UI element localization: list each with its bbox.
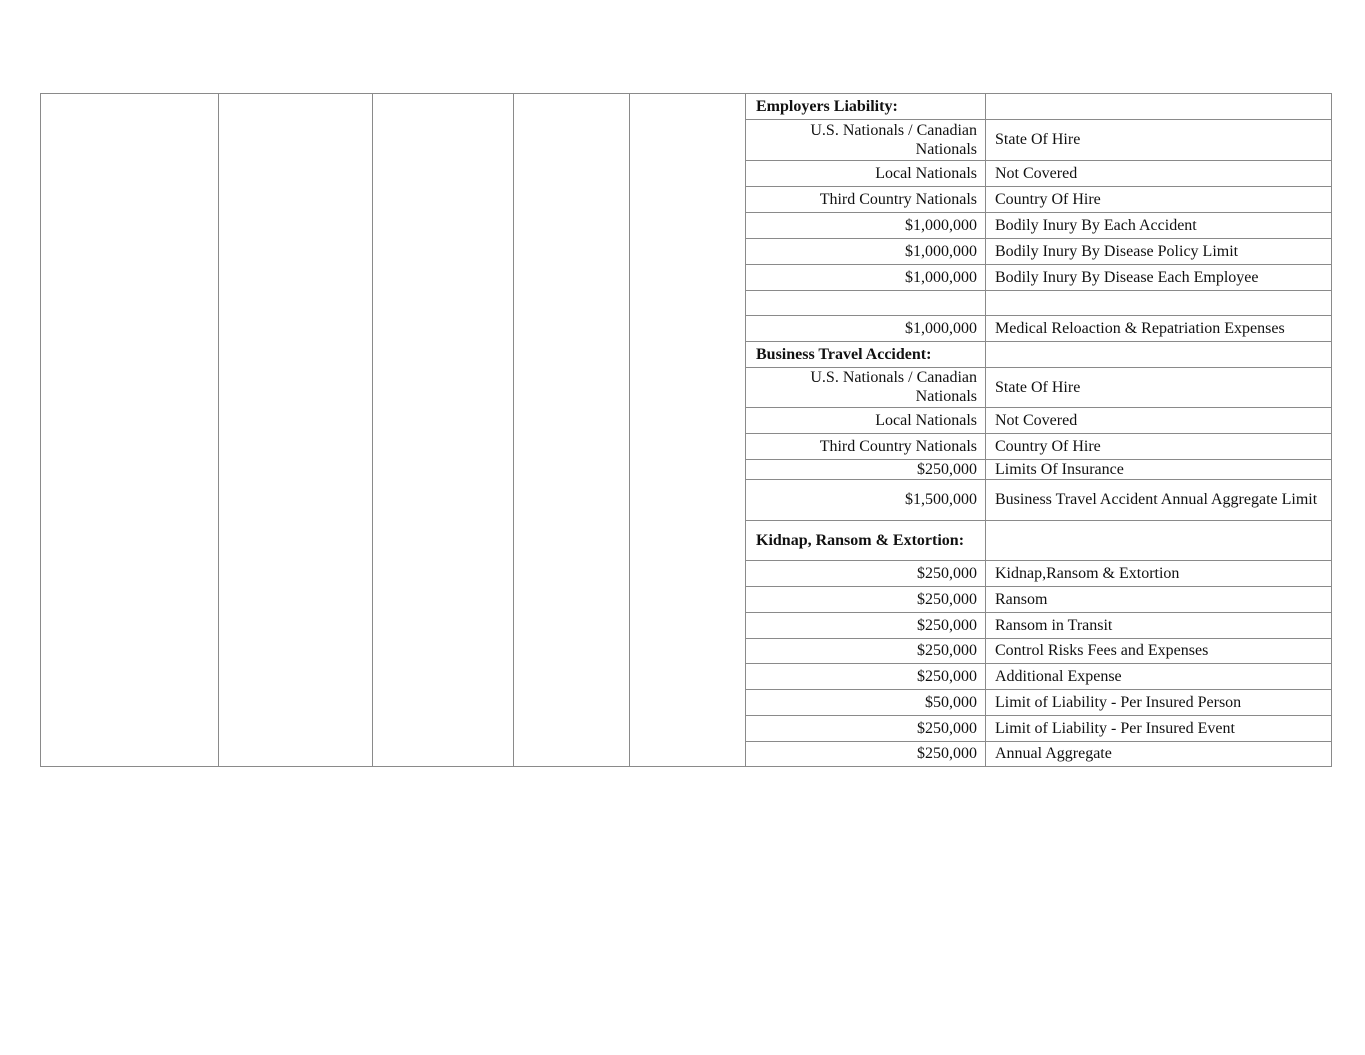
empty-cell-1 (41, 94, 219, 767)
coverage-amount: $1,000,000 (746, 212, 986, 238)
coverage-description: Country Of Hire (986, 433, 1332, 459)
list-item (746, 238, 1331, 264)
coverage-amount (746, 290, 986, 315)
list-item (746, 689, 1331, 715)
coverage-description: Annual Aggregate (995, 745, 1112, 763)
coverage-description: Kidnap,Ransom & Extortion (986, 560, 1332, 586)
coverage-amount: $250,000 (746, 459, 986, 479)
coverage-amount: $250,000 (746, 612, 986, 638)
list-item (746, 715, 1331, 741)
coverage-description: Bodily Inury By Disease Each Employee (986, 264, 1332, 290)
empty-cell-2 (219, 94, 373, 767)
section-heading: Employers Liability: (746, 94, 986, 119)
list-item (746, 119, 1331, 160)
coverage-description: Limit of Liability - Per Insured Event (986, 715, 1332, 741)
empty-cell-3 (373, 94, 514, 767)
coverage-description: Not Covered (986, 407, 1332, 433)
list-item (746, 663, 1331, 689)
coverage-description: State Of Hire (986, 119, 1332, 160)
coverage-description: Business Travel Accident Annual Aggregate Limit (986, 479, 1332, 520)
list-item (746, 638, 1331, 663)
table-row (41, 94, 1332, 767)
list-item (746, 367, 1331, 407)
section-heading: Business Travel Accident: (746, 341, 986, 367)
coverage-amount: $1,000,000 (746, 238, 986, 264)
coverage-description: Limits Of Insurance (986, 459, 1332, 479)
section-heading: Kidnap, Ransom & Extortion: (746, 520, 986, 560)
coverage-description (986, 290, 1332, 315)
list-item (746, 315, 1331, 341)
empty-desc (986, 341, 1332, 367)
list-item (746, 160, 1331, 186)
coverage-table (40, 93, 1332, 767)
coverage-description: Country Of Hire (986, 186, 1332, 212)
empty-cell-4 (514, 94, 630, 767)
coverage-amount: $250,000 (746, 663, 986, 689)
list-item (746, 290, 1331, 315)
list-item (746, 479, 1331, 520)
list-item (746, 741, 1331, 766)
coverage-amount: $1,000,000 (746, 315, 986, 341)
coverage-amount: U.S. Nationals / Canadian Nationals (746, 119, 986, 160)
list-item (746, 560, 1331, 586)
coverage-description: Medical Reloaction & Repatriation Expenses (986, 315, 1332, 341)
coverage-description: Not Covered (986, 160, 1332, 186)
coverage-details-cell (746, 94, 1332, 767)
section-heading-row (746, 341, 1331, 367)
coverage-amount: $250,000 (746, 586, 986, 612)
coverage-description: State Of Hire (986, 367, 1332, 407)
list-item (746, 264, 1331, 290)
list-item (746, 433, 1331, 459)
coverage-amount: Local Nationals (746, 407, 986, 433)
section-heading-row (746, 94, 1331, 119)
coverage-description: Control Risks Fees and Expenses (986, 638, 1332, 663)
coverage-description: Limit of Liability - Per Insured Person (986, 689, 1332, 715)
coverage-amount: $250,000 (746, 741, 986, 766)
list-item (746, 612, 1331, 638)
coverage-description: Bodily Inury By Disease Policy Limit (986, 238, 1332, 264)
list-item (746, 212, 1331, 238)
list-item (746, 586, 1331, 612)
list-item (746, 407, 1331, 433)
coverage-details-table (746, 94, 1331, 766)
section-heading-row (746, 520, 1331, 560)
coverage-description: Bodily Inury By Each Accident (986, 212, 1332, 238)
coverage-amount: $250,000 (746, 560, 986, 586)
coverage-description: Ransom (986, 586, 1332, 612)
empty-desc (986, 520, 1332, 560)
coverage-amount: $250,000 (746, 638, 986, 663)
coverage-amount: $1,500,000 (746, 479, 986, 520)
empty-desc (986, 94, 1332, 119)
empty-cell-5 (630, 94, 746, 767)
coverage-amount: U.S. Nationals / Canadian Nationals (746, 367, 986, 407)
list-item (746, 186, 1331, 212)
coverage-description: Additional Expense (986, 663, 1332, 689)
list-item (746, 459, 1331, 479)
coverage-amount: Local Nationals (746, 160, 986, 186)
coverage-description: Ransom in Transit (986, 612, 1332, 638)
coverage-amount: Third Country Nationals (746, 186, 986, 212)
coverage-amount: $50,000 (746, 689, 986, 715)
coverage-amount: $1,000,000 (746, 264, 986, 290)
coverage-amount: $250,000 (746, 715, 986, 741)
coverage-amount: Third Country Nationals (746, 433, 986, 459)
